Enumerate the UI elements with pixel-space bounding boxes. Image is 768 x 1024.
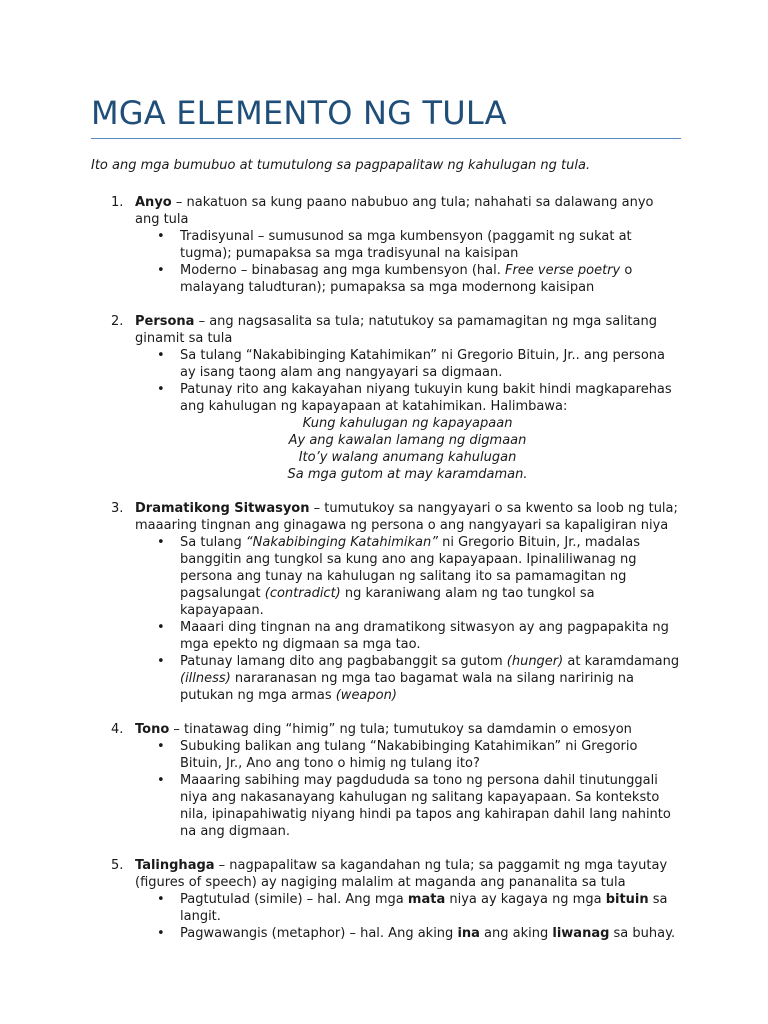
item-description: – nakatuon sa kung paano nabubuo ang tula; nahahati sa dalawang anyo ang tula [135,195,654,227]
sub-text-italic: (illness) [180,671,231,686]
sub-text: sa langit. [180,892,668,924]
bullet-icon: • [157,654,165,669]
list-item-tono [91,721,691,840]
item-description: – tinatawag ding “himig” ng tula; tumutukoy sa damdamin o emosyon [169,722,632,737]
list-item [135,262,680,296]
sub-text: ng karaniwang alam ng tao tungkol sa kapayapaan. [180,586,595,618]
sub-text-italic: (hunger) [506,654,564,669]
sub-text-italic: “Nakabibinging Katahimikan” [245,535,438,550]
bullet-icon: • [157,892,165,907]
item-number: 4. [111,722,124,737]
poem-line: Ito’y walang anumang kahulugan [298,450,517,465]
sub-text-bold: mata [407,892,446,907]
poem-line: Sa mga gutom at may karamdaman. [287,467,528,482]
sub-list [135,534,680,704]
sub-list [135,347,680,483]
list-item [135,653,680,704]
bullet-icon: • [157,348,165,363]
sub-text: Subuking balikan ang tulang “Nakabibinging Katahimikan” ni Gregorio Bituin, Jr., Ano ang tono o himig ng tulang ito? [180,739,638,771]
item-description: – ang nagsasalita sa tula; natutukoy sa pamamagitan ng mga salitang ginamit sa tula [135,314,657,346]
item-term: Talinghaga [135,858,215,873]
bullet-icon: • [157,620,165,635]
poem-line: Ay ang kawalan lamang ng digmaan [288,433,527,448]
sub-text: Maaari ding tingnan na ang dramatikong sitwasyon ay ang pagpapakita ng mga epekto ng digmaan sa mga tao. [180,620,669,652]
list-item [135,381,680,483]
sub-text: Pagtutulad (simile) – hal. Ang mga [180,892,408,907]
title-underline [91,138,681,139]
sub-list [135,891,680,942]
sub-text: Moderno – binabasag ang mga kumbensyon (hal. [180,263,505,278]
bullet-icon: • [157,773,165,788]
list-item-persona [91,313,691,483]
sub-list [135,738,680,840]
bullet-icon: • [157,926,165,941]
sub-text: at karamdamang [563,654,680,669]
item-number: 1. [111,195,124,210]
sub-text: nararanasan ng mga tao bagamat wala na silang naririnig na putukan ng mga armas [180,671,634,703]
list-item-talinghaga [91,857,691,942]
sub-text: Patunay lamang dito ang pagbabanggit sa gutom [180,654,507,669]
list-item [135,738,680,772]
list-item [135,925,680,942]
sub-text: Pagwawangis (metaphor) – hal. Ang aking [180,926,458,941]
elements-list [91,194,691,959]
bullet-icon: • [157,229,165,244]
sub-text: ang aking [479,926,553,941]
item-term: Tono [135,722,170,737]
bullet-icon: • [157,382,165,397]
sub-text-italic: (weapon) [335,688,397,703]
item-number: 3. [111,501,124,516]
list-item [135,891,680,925]
bullet-icon: • [157,263,165,278]
bullet-icon: • [157,739,165,754]
sub-text-italic: Free verse poetry [504,263,621,278]
sub-text: Sa tulang “Nakabibinging Katahimikan” ni Gregorio Bituin, Jr.. ang persona ay isang taong alam ang nangyayari sa digmaan. [180,348,665,380]
sub-text: Maaaring sabihing may pagdududa sa tono ng persona dahil tinutunggali niya ang nakasanayang kahulugan ng salitang kapayapaan. Sa konteksto nila, ipinapahiwatig niyang hindi pa tapos ang kahirapan dahil lang nahinto na ang digmaan. [180,773,671,839]
poem-excerpt [135,415,680,483]
sub-text: Sa tulang [180,535,246,550]
sub-text: sa buhay. [609,926,676,941]
item-description: – tumutukoy sa nangyayari o sa kwento sa loob ng tula; maaaring tingnan ang ginagawa ng persona o ang nangyayari sa kapaligiran niya [135,501,678,533]
page-title: MGA ELEMENTO NG TULA [91,94,507,132]
list-item [135,772,680,840]
list-item [135,228,680,262]
list-item [135,347,680,381]
sub-text: niya ay kagaya ng mga [445,892,606,907]
sub-text: Tradisyunal – sumusunod sa mga kumbensyon (paggamit ng sukat at tugma); pumapaksa sa mga tradisyunal na kaisipan [180,229,632,261]
sub-text: Patunay rito ang kakayahan niyang tukuyin kung bakit hindi magkaparehas ang kahulugan ng kapayapaan at katahimikan. Halimbawa: [180,382,672,414]
sub-text-italic: (contradict) [264,586,341,601]
list-item-dramatikong-sitwasyon [91,500,691,704]
bullet-icon: • [157,535,165,550]
item-number: 5. [111,858,124,873]
item-description: – nagpapalitaw sa kagandahan ng tula; sa paggamit ng mga tayutay (figures of speech) ay nagiging malalim at maganda ang pananalita sa tula [135,858,668,890]
item-term: Anyo [135,195,172,210]
list-item [135,534,680,619]
item-number: 2. [111,314,124,329]
item-term: Persona [135,314,195,329]
sub-text: ni Gregorio Bituin, Jr., madalas banggitin ang tungkol sa kung ano ang kapayapaan. Ipinaliliwanag ng persona ang tunay na kahulugan ng salitang ito sa pamamagitan ng pagsalungat [180,535,641,601]
item-term: Dramatikong Sitwasyon [135,501,310,516]
list-item [135,619,680,653]
poem-line: Kung kahulugan ng kapayapaan [302,416,513,431]
list-item-anyo [91,194,691,296]
intro-text: Ito ang mga bumubuo at tumutulong sa pagpapalitaw ng kahulugan ng tula. [91,158,591,173]
sub-text-bold: bituin [605,892,649,907]
sub-text-bold: liwanag [552,926,610,941]
sub-text: o malayang taludturan); pumapaksa sa mga modernong kaisipan [180,263,633,295]
sub-text-bold: ina [457,926,480,941]
sub-list [135,228,680,296]
